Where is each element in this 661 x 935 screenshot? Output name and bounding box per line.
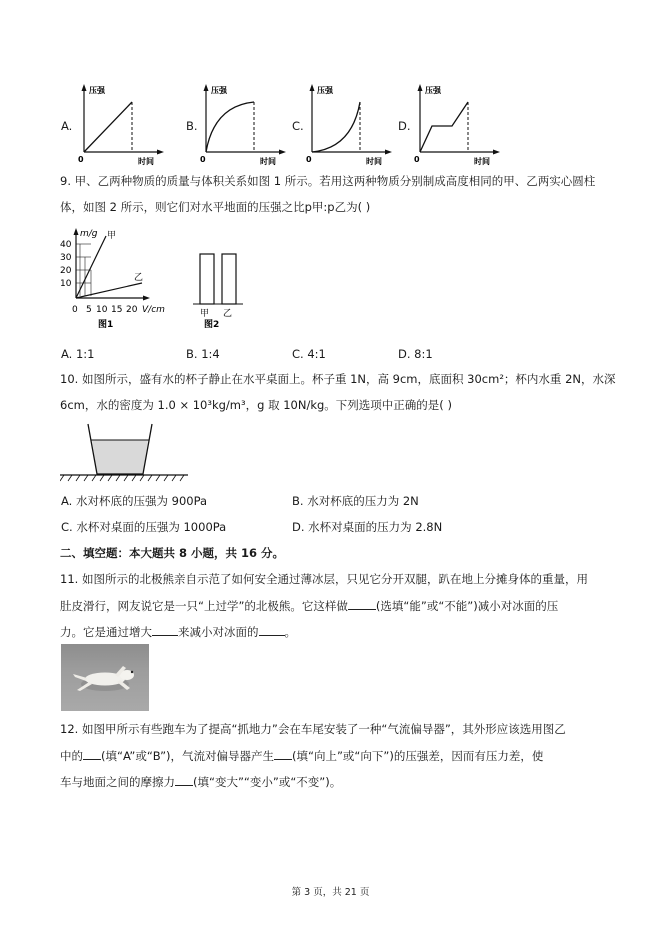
q9-option-c: C. 4:1	[292, 347, 326, 361]
q8-d-origin: 0	[414, 155, 420, 164]
q11-blank-3[interactable]	[259, 623, 285, 636]
q11-line3-text-b: 来减小对冰面的	[178, 625, 259, 639]
q8-option-b-letter: B.	[186, 119, 198, 133]
q8-b-xlabel: 时间	[260, 157, 276, 166]
q8-b-origin: 0	[200, 155, 206, 164]
q10-cup-figure	[60, 420, 190, 484]
q10-option-a: A. 水对杯底的压强为 900Pa	[61, 494, 208, 508]
q12-stem-line3	[60, 773, 341, 790]
polar-bear-illustration	[61, 644, 149, 711]
fig1-ytick-20: 20	[60, 266, 72, 276]
q11-blank-1[interactable]	[348, 597, 376, 610]
q12-blank-3[interactable]	[175, 773, 193, 786]
polar-bear-photo	[61, 644, 149, 711]
q11-line3-text-a: 力。它是通过增大	[60, 625, 152, 639]
q8-graph-b	[198, 82, 290, 168]
fig1-series-jia: 甲	[107, 231, 117, 241]
q11-line2-text-b: (选填“能”或“不能”)减小对冰面的压	[375, 599, 559, 613]
q8-a-ylabel: 压强	[89, 86, 105, 95]
q9-stem-line1: 9. 甲、乙两种物质的质量与体积关系如图 1 所示。若用这两种物质分别制成高度相同的甲、乙两实心圆柱	[60, 174, 596, 188]
q8-option-d-letter: D.	[398, 119, 411, 133]
q9-figure-1	[58, 226, 180, 338]
q12-stem-line2	[60, 747, 543, 764]
fig1-xtick-0: 0	[72, 305, 78, 315]
q11-stem-line2	[60, 597, 558, 614]
fig1-ylabel: m/g	[80, 229, 98, 239]
q8-c-xlabel: 时间	[366, 157, 382, 166]
page-footer: 第 3 页，共 21 页	[291, 887, 370, 898]
q11-stem-line1: 11. 如图所示的北极熊亲自示范了如何安全通过薄冰层，只见它分开双腿，趴在地上分摊身体的重量，用	[60, 572, 588, 586]
q12-line3-text-a: 车与地面之间的摩擦力	[60, 775, 175, 789]
q10-option-b: B. 水对杯底的压力为 2N	[292, 494, 419, 508]
q10-option-c: C. 水杯对桌面的压强为 1000Pa	[61, 520, 227, 534]
q11-stem-line3	[60, 623, 296, 640]
fig1-ytick-10: 10	[60, 279, 72, 289]
q8-a-origin: 0	[78, 155, 84, 164]
q8-b-ylabel: 压强	[211, 86, 227, 95]
fig2-label-jia: 甲	[200, 309, 210, 319]
q8-a-xlabel: 时间	[138, 157, 154, 166]
q10-stem-line1: 10. 如图所示，盛有水的杯子静止在水平桌面上。杯子重 1N，高 9cm，底面积 30cm²；杯内水重 2N，水深	[60, 372, 616, 386]
q12-stem-line1: 12. 如图甲所示有些跑车为了提高“抓地力”会在车尾安装了一种“气流偏导器”，其外形应该选用图乙	[60, 722, 566, 736]
fig1-xtick-15: 15	[111, 305, 123, 315]
fig2-caption: 图2	[204, 320, 220, 330]
fig1-series-yi: 乙	[134, 273, 144, 283]
fig1-xlabel: V/cm	[142, 305, 165, 315]
q11-blank-2[interactable]	[152, 623, 178, 636]
q11-line3-text-c: 。	[284, 625, 296, 639]
fig1-xtick-5: 5	[86, 305, 92, 315]
q8-graph-c	[304, 82, 396, 168]
q8-option-a-letter: A.	[61, 119, 73, 133]
section-2-title: 二、填空题：本大题共 8 小题，共 16 分。	[60, 546, 285, 560]
q12-line2-text-c: (填“向上”或“向下”)的压强差，因而有压力差，使	[292, 749, 544, 763]
fig1-caption: 图1	[98, 320, 114, 330]
q8-d-ylabel: 压强	[425, 86, 441, 95]
q12-blank-1[interactable]	[83, 747, 101, 760]
q8-graph-a	[76, 82, 168, 168]
fig1-ytick-40: 40	[60, 240, 72, 250]
q12-line3-text-b: (填“变大”“变小”或“不变”)。	[193, 775, 342, 789]
q9-figure-2	[190, 248, 246, 338]
q8-c-ylabel: 压强	[317, 86, 333, 95]
q9-stem-line2: 体，如图 2 所示，则它们对水平地面的压强之比p甲:p乙为( )	[60, 200, 371, 214]
fig1-ytick-30: 30	[60, 253, 72, 263]
q12-line2-text-a: 中的	[60, 749, 83, 763]
q8-options	[0, 80, 661, 170]
q9-option-b: B. 1:4	[186, 347, 220, 361]
q12-line2-text-b: (填“A”或“B”)，气流对偏导器产生	[101, 749, 275, 763]
q9-option-d: D. 8:1	[398, 347, 433, 361]
q9-option-a: A. 1:1	[61, 347, 95, 361]
fig1-xtick-10: 10	[96, 305, 108, 315]
q11-line2-text-a: 肚皮滑行，网友说它是一只“上过学”的北极熊。它这样做	[60, 599, 348, 613]
q10-option-d: D. 水杯对桌面的压力为 2.8N	[292, 520, 443, 534]
fig1-xtick-20: 20	[126, 305, 138, 315]
q10-stem-line2: 6cm，水的密度为 1.0 × 10³kg/m³，g 取 10N/kg。下列选项中正确的是( )	[60, 398, 452, 412]
fig2-label-yi: 乙	[223, 309, 233, 319]
q8-c-origin: 0	[306, 155, 312, 164]
q8-option-c-letter: C.	[292, 119, 304, 133]
q12-blank-2[interactable]	[274, 747, 292, 760]
q8-graph-d	[412, 82, 504, 168]
q8-d-xlabel: 时间	[474, 157, 490, 166]
